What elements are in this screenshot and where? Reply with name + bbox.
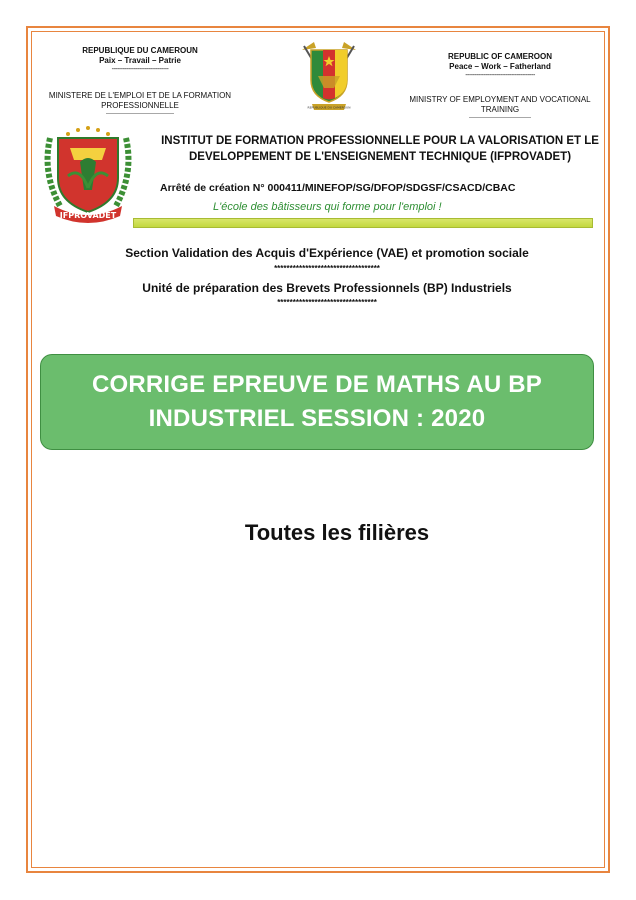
institute-name xyxy=(150,133,610,165)
ministry-fr-divider: ---------------------------------- xyxy=(106,111,174,117)
ministry-en xyxy=(395,95,605,122)
institute-motto: L'école des bâtisseurs qui forme pour l'emploi ! xyxy=(213,201,442,213)
subtitle: Toutes les filières xyxy=(244,520,430,545)
ministry-en-text: MINISTRY OF EMPLOYMENT AND VOCATIONAL TRAINING xyxy=(409,95,591,114)
banner-title xyxy=(92,368,542,436)
arms-ribbon-text: REPUBLIQUE DU CAMEROUN xyxy=(307,105,351,110)
country-fr: REPUBLIQUE DU CAMEROUN xyxy=(82,46,198,55)
decree-text: Arrêté de création N° 000411/MINEFOP/SG/DFOP/SDGSF/CSACD/CBAC xyxy=(160,182,516,194)
ministry-en-divider: ------------------------------- xyxy=(469,115,531,121)
banner-title-line1: CORRIGE EPREUVE DE MATHS AU BP xyxy=(91,371,543,398)
title-banner xyxy=(40,354,594,450)
green-divider-bar xyxy=(133,218,593,228)
logo-text: IFPROVADET xyxy=(59,211,117,220)
divider-en: -------------------------------------- xyxy=(465,72,535,79)
motto-fr: Paix – Travail – Patrie xyxy=(99,56,181,65)
institute-name-line1: INSTITUT DE FORMATION PROFESSIONNELLE POUR LA VALORISATION ET LE xyxy=(161,135,599,147)
section-unit: Unité de préparation des Brevets Professionnels (BP) Industriels xyxy=(142,281,512,295)
motto-en: Peace – Work – Fatherland xyxy=(449,62,551,71)
stars-divider-2: ******************************** xyxy=(277,298,377,307)
country-en: REPUBLIC OF CAMEROON xyxy=(448,52,552,61)
institute-name-line2: DEVELOPPEMENT DE L'ENSEIGNEMENT TECHNIQUE (IFPROVADET) xyxy=(188,151,572,163)
ministry-fr-text: MINISTERE DE L'EMPLOI ET DE LA FORMATION PROFESSIONNELLE xyxy=(48,91,232,110)
header-left xyxy=(40,46,240,74)
banner-title-line2: INDUSTRIEL SESSION : 2020 xyxy=(148,405,486,432)
ifprovadet-logo xyxy=(40,118,136,226)
divider-fr: ------------------------------- xyxy=(111,66,169,73)
header-right xyxy=(395,52,605,80)
stars-divider-1: ********************************** xyxy=(274,264,380,273)
ministry-fr xyxy=(40,91,240,118)
section-vae: Section Validation des Acquis d'Expérience (VAE) et promotion sociale xyxy=(125,246,529,260)
coat-of-arms xyxy=(294,36,364,114)
